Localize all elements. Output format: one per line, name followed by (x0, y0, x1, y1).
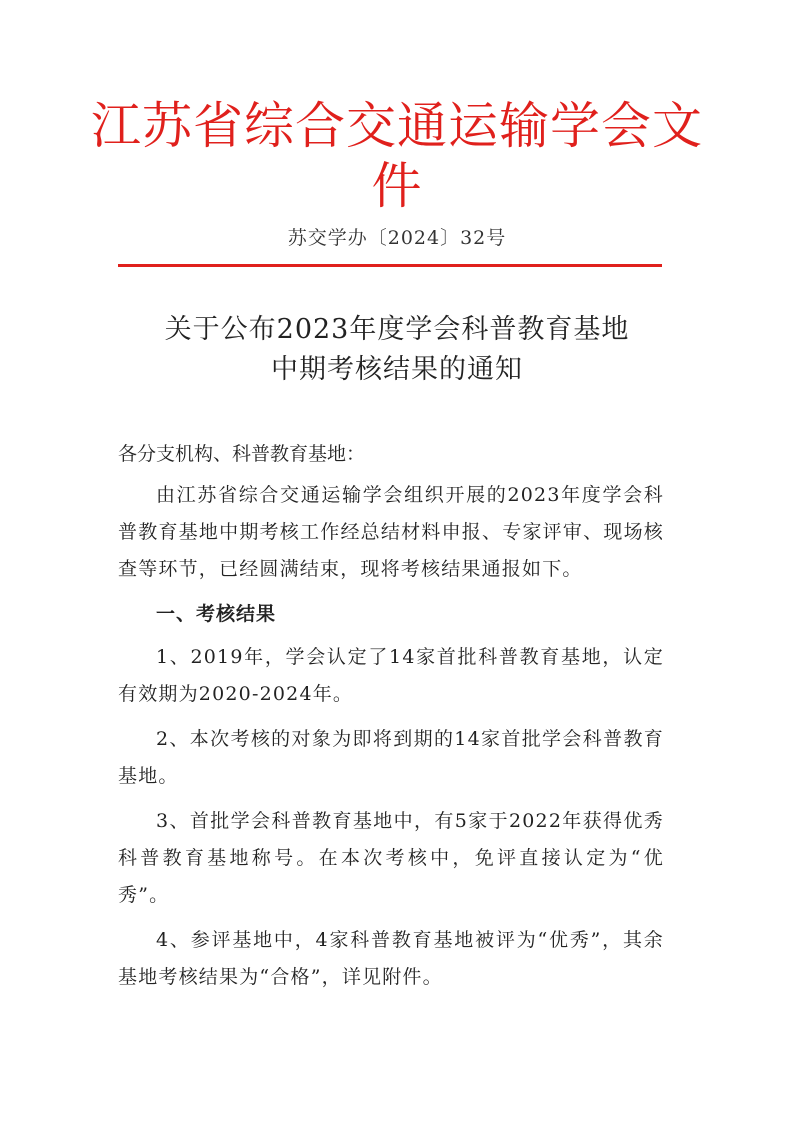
result-item-3: 3、首批学会科普教育基地中，有5家于2022年获得优秀科普教育基地称号。在本次考核中，免评直接认定为“优秀”。 (118, 810, 664, 906)
red-divider-line (118, 264, 662, 267)
section-heading-results: 一、考核结果 (156, 603, 277, 625)
result-item-1: 1、2019年，学会认定了14家首批科普教育基地，认定有效期为2020-2024年。 (118, 646, 664, 705)
document-header-title: 江苏省综合交通运输学会文件 (91, 97, 703, 215)
intro-paragraph: 由江苏省综合交通运输学会组织开展的2023年度学会科普教育基地中期考核工作经总结材料申报、专家评审、现场核查等环节，已经圆满结束，现将考核结果通报如下。 (118, 484, 664, 580)
notice-title-line-2: 中期考核结果的通知 (271, 354, 523, 385)
salutation: 各分支机构、科普教育基地： (118, 443, 366, 465)
notice-title-line-1: 关于公布2023年度学会科普教育基地 (164, 314, 630, 345)
document-number: 苏交学办〔2024〕32号 (287, 227, 507, 249)
notice-title (0, 310, 794, 390)
document-body (118, 436, 664, 1004)
result-item-2: 2、本次考核的对象为即将到期的14家首批学会科普教育基地。 (118, 728, 664, 787)
result-item-4: 4、参评基地中，4家科普教育基地被评为“优秀”，其余基地考核结果为“合格”，详见附件。 (118, 929, 664, 988)
